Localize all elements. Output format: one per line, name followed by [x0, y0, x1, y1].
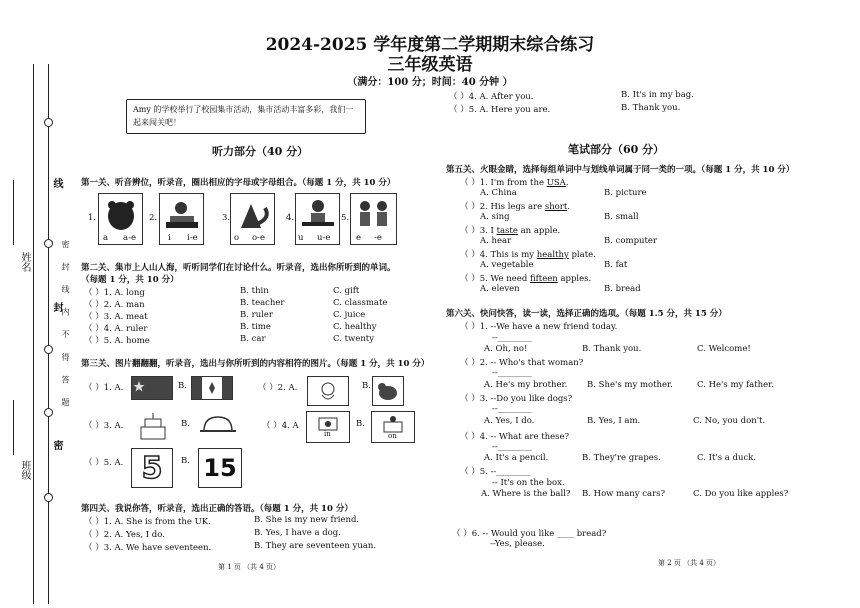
binding-hole — [44, 118, 53, 127]
exam-subtitle: 三年级英语 — [387, 55, 473, 75]
sentence-text: . — [567, 202, 570, 212]
number-five: 5 — [141, 450, 163, 486]
underlined-word: fifteen — [529, 274, 558, 284]
option-b: B. Yes, I am. — [587, 416, 641, 426]
margin-mark-seal: 封 — [51, 302, 62, 312]
question-prompt: （ ）1. A. long — [84, 288, 145, 298]
margin-mark-dense: 密 — [51, 440, 62, 450]
question: （ ）2. -- Who's that woman? — [460, 358, 584, 368]
answer-a: （ ）5. A. Here you are. — [449, 105, 551, 115]
class-label: 班级 — [19, 460, 30, 480]
margin-no-answer: 密 封 线 内 不 得 答 题 — [61, 240, 70, 412]
answer-text: --Yes, please. — [490, 539, 545, 549]
picture-monkey — [307, 376, 349, 406]
underlined-word: short — [544, 202, 568, 212]
option-a: A. Yes, I do. — [484, 416, 535, 426]
option-b: B. time — [240, 322, 271, 332]
listening-heading: 听力部分（40 分） — [212, 145, 309, 158]
option-a: o — [234, 233, 240, 243]
option-a: A. vegetable — [480, 260, 534, 270]
answer-a: （ ）1. A. She is from the UK. — [84, 517, 211, 527]
question-sentence — [460, 248, 596, 260]
option-b: B. Thank you. — [582, 344, 642, 354]
option-c: C. juice — [333, 310, 366, 320]
answer-blank: --________ — [492, 404, 532, 414]
binding-line-outer — [33, 64, 34, 604]
intro-box — [126, 99, 366, 134]
option-a: A. eleven — [480, 284, 520, 294]
binding-hole — [44, 408, 53, 417]
item-num: 3. — [222, 213, 231, 223]
option-b: B. thin — [240, 286, 269, 296]
answer-b: B. They are seventeen yuan. — [254, 541, 377, 551]
class-line — [13, 400, 15, 455]
item-num: 5. — [341, 213, 350, 223]
option-b: -e — [374, 233, 382, 243]
option-b: B. picture — [604, 188, 647, 198]
picture-ball-on — [371, 411, 415, 443]
sentence-text: plate. — [568, 250, 596, 260]
option-b: B. She's my mother. — [587, 380, 673, 390]
option-c: C. No, you don't. — [693, 416, 766, 426]
option-b: B. ruler — [240, 310, 273, 320]
part3-title: 第三关、图片翻翻翻，听录音，选出与你所听到的内容相符的图片。（每题 1 分，共 10 分） — [81, 359, 430, 369]
exam-title: 2024-2025 学年度第二学期期末综合练习 — [265, 35, 595, 55]
binding-hole — [44, 239, 53, 248]
option-c: C. gift — [333, 286, 360, 296]
option-a: A. He's my brother. — [484, 380, 568, 390]
option-b-label: B. — [181, 456, 190, 466]
option-b-label: B. — [362, 381, 371, 391]
question-prompt: （ ）4. A. ruler — [84, 324, 148, 334]
answer-a: （ ）4. A. After you. — [449, 92, 534, 102]
option-a: A. hear — [480, 236, 512, 246]
answer-blank: --________ — [492, 442, 532, 452]
option-b: B. They're grapes. — [582, 453, 661, 463]
sentence-text: apples. — [557, 274, 592, 284]
question-sentence — [460, 176, 569, 188]
question-sentence — [460, 200, 570, 212]
question: （ ）6. -- Would you like ____ bread? — [452, 529, 607, 539]
option-a: A. It's a pencil. — [484, 453, 549, 463]
answer-b: B. Yes, I have a dog. — [254, 528, 341, 538]
answer-b: B. Thank you. — [621, 103, 681, 113]
binding-line-inner — [48, 64, 49, 604]
option-b: B. teacher — [240, 298, 285, 308]
item-num: 1. — [88, 213, 97, 223]
part2-title: 第二关、集市上人山人海，听听同学们在讨论什么。听录音，选出你所听到的单词。 — [81, 263, 396, 273]
option-a: A. China — [480, 188, 517, 198]
picture-dog — [372, 376, 404, 406]
option-b: u-e — [317, 233, 331, 243]
option-a: A. sing — [480, 212, 510, 222]
sentence-text: （ ）5. We need — [460, 274, 530, 284]
option-a: i — [168, 233, 171, 243]
answer-blank: --________ — [492, 368, 532, 378]
written-heading: 笔试部分（60 分） — [568, 143, 665, 156]
sentence-text: （ ）1. I'm from the — [460, 178, 547, 188]
question-prompt: （ ）5. A. — [84, 458, 124, 468]
option-a: a — [103, 233, 109, 243]
item-num: 2. — [149, 213, 158, 223]
sentence-text: （ ）3. I — [460, 226, 497, 236]
option-b-label: B. — [356, 419, 365, 429]
picture-number-fifteen — [198, 448, 242, 488]
question: （ ）4. -- What are these? — [460, 432, 570, 442]
option-c: C. It's a duck. — [697, 453, 757, 463]
name-line — [13, 180, 15, 245]
name-label: 姓名 — [19, 252, 30, 272]
exam-info: （满分：100 分；时间：40 分钟 ） — [347, 77, 513, 88]
part4-title: 第四关、我说你答，听录音，选出正确的答语。（每题 1 分，共 10 分） — [81, 504, 353, 514]
part5-title: 第五关、火眼金睛，选择每组单词中与划线单词属于同一类的一项。（每题 1 分，共 10 分） — [446, 165, 795, 175]
binding-hole — [44, 345, 53, 354]
picture-number-five — [131, 448, 173, 488]
answer-b: B. She is my new friend. — [254, 515, 360, 525]
picture-flag-china — [131, 376, 173, 400]
answer-blank: -- It's on the box. — [492, 478, 565, 488]
option-c: C. twenty — [333, 334, 375, 344]
number-fifteen: 15 — [203, 454, 237, 482]
sentence-text: （ ）4. This is my — [460, 250, 537, 260]
question-prompt: （ ）2. A. man — [84, 300, 145, 310]
question: （ ）3. --Do you like dogs? — [460, 394, 573, 404]
part2-sub: （每题 1 分，共 10 分） — [81, 275, 179, 285]
option-a: e — [356, 233, 362, 243]
sentence-text: an apple. — [517, 226, 561, 236]
answer-a: （ ）2. A. Yes, I do. — [84, 530, 165, 540]
option-a: A. Where is the ball? — [481, 489, 571, 499]
question: （ ）1. --We have a new friend today. — [460, 322, 618, 332]
margin-mark-line: 线 — [51, 178, 62, 188]
question-prompt: （ ）2. A. — [258, 383, 298, 393]
option-c: C. healthy — [333, 322, 377, 332]
sentence-text: （ ）2. His legs are — [460, 202, 545, 212]
binding-hole — [44, 493, 53, 502]
question-sentence — [460, 224, 560, 236]
option-b: a-e — [123, 233, 136, 243]
question-prompt: （ ）3. A. — [84, 421, 124, 431]
option-b-label: B. — [181, 419, 190, 429]
question-sentence — [460, 272, 591, 284]
in-label: in — [324, 430, 331, 438]
question: （ ）5. --________ — [460, 467, 531, 477]
question-prompt: （ ）3. A. meat — [84, 312, 148, 322]
option-b: B. small — [604, 212, 639, 222]
underlined-word: taste — [496, 226, 518, 236]
page-number-left: 第 1 页 （共 4 页） — [218, 563, 281, 571]
picture-cake — [133, 411, 173, 443]
question-prompt: （ ）4. A — [262, 421, 299, 431]
option-c: C. He's my father. — [697, 380, 774, 390]
page-number-right: 第 2 页 （共 4 页） — [658, 559, 721, 567]
answer-blank: --________ — [492, 333, 532, 343]
option-b-label: B. — [178, 381, 187, 391]
option-c: C. Do you like apples? — [693, 489, 789, 499]
picture-flag-canada — [191, 376, 233, 400]
option-c: C. classmate — [333, 298, 388, 308]
item-num: 4. — [286, 213, 295, 223]
picture-cap — [198, 411, 238, 441]
answer-a: （ ）3. A. We have seventeen. — [84, 543, 212, 553]
option-b: B. car — [240, 334, 266, 344]
on-label: on — [388, 432, 397, 440]
part6-title: 第六关、快问快答，读一读，选择正确的选项。（每题 1.5 分，共 15 分） — [446, 309, 727, 319]
underlined-word: USA — [546, 178, 566, 188]
underlined-word: healthy — [536, 250, 569, 260]
answer-b: B. It's in my bag. — [621, 90, 694, 100]
option-b: i-e — [187, 233, 198, 243]
picture-ball-in — [306, 411, 350, 443]
option-b: B. fat — [604, 260, 628, 270]
option-c: C. Welcome! — [697, 344, 751, 354]
part1-title: 第一关、听音辨位，听录音，圈出相应的字母或字母组合。（每题 1 分，共 10 分） — [81, 178, 396, 188]
sentence-text: . — [565, 178, 569, 188]
intro-text: Amy 的学校举行了校园集市活动，集市活动丰富多彩，我们一起来闯关吧！ — [133, 105, 354, 127]
question-prompt: （ ）5. A. home — [84, 336, 150, 346]
option-a: u — [298, 233, 304, 243]
option-a: A. Oh, no! — [484, 344, 528, 354]
option-b: B. How many cars? — [582, 489, 666, 499]
question-prompt: （ ）1. A. — [84, 383, 124, 393]
option-b: B. bread — [604, 284, 641, 294]
option-b: o-e — [252, 233, 266, 243]
option-b: B. computer — [604, 236, 658, 246]
